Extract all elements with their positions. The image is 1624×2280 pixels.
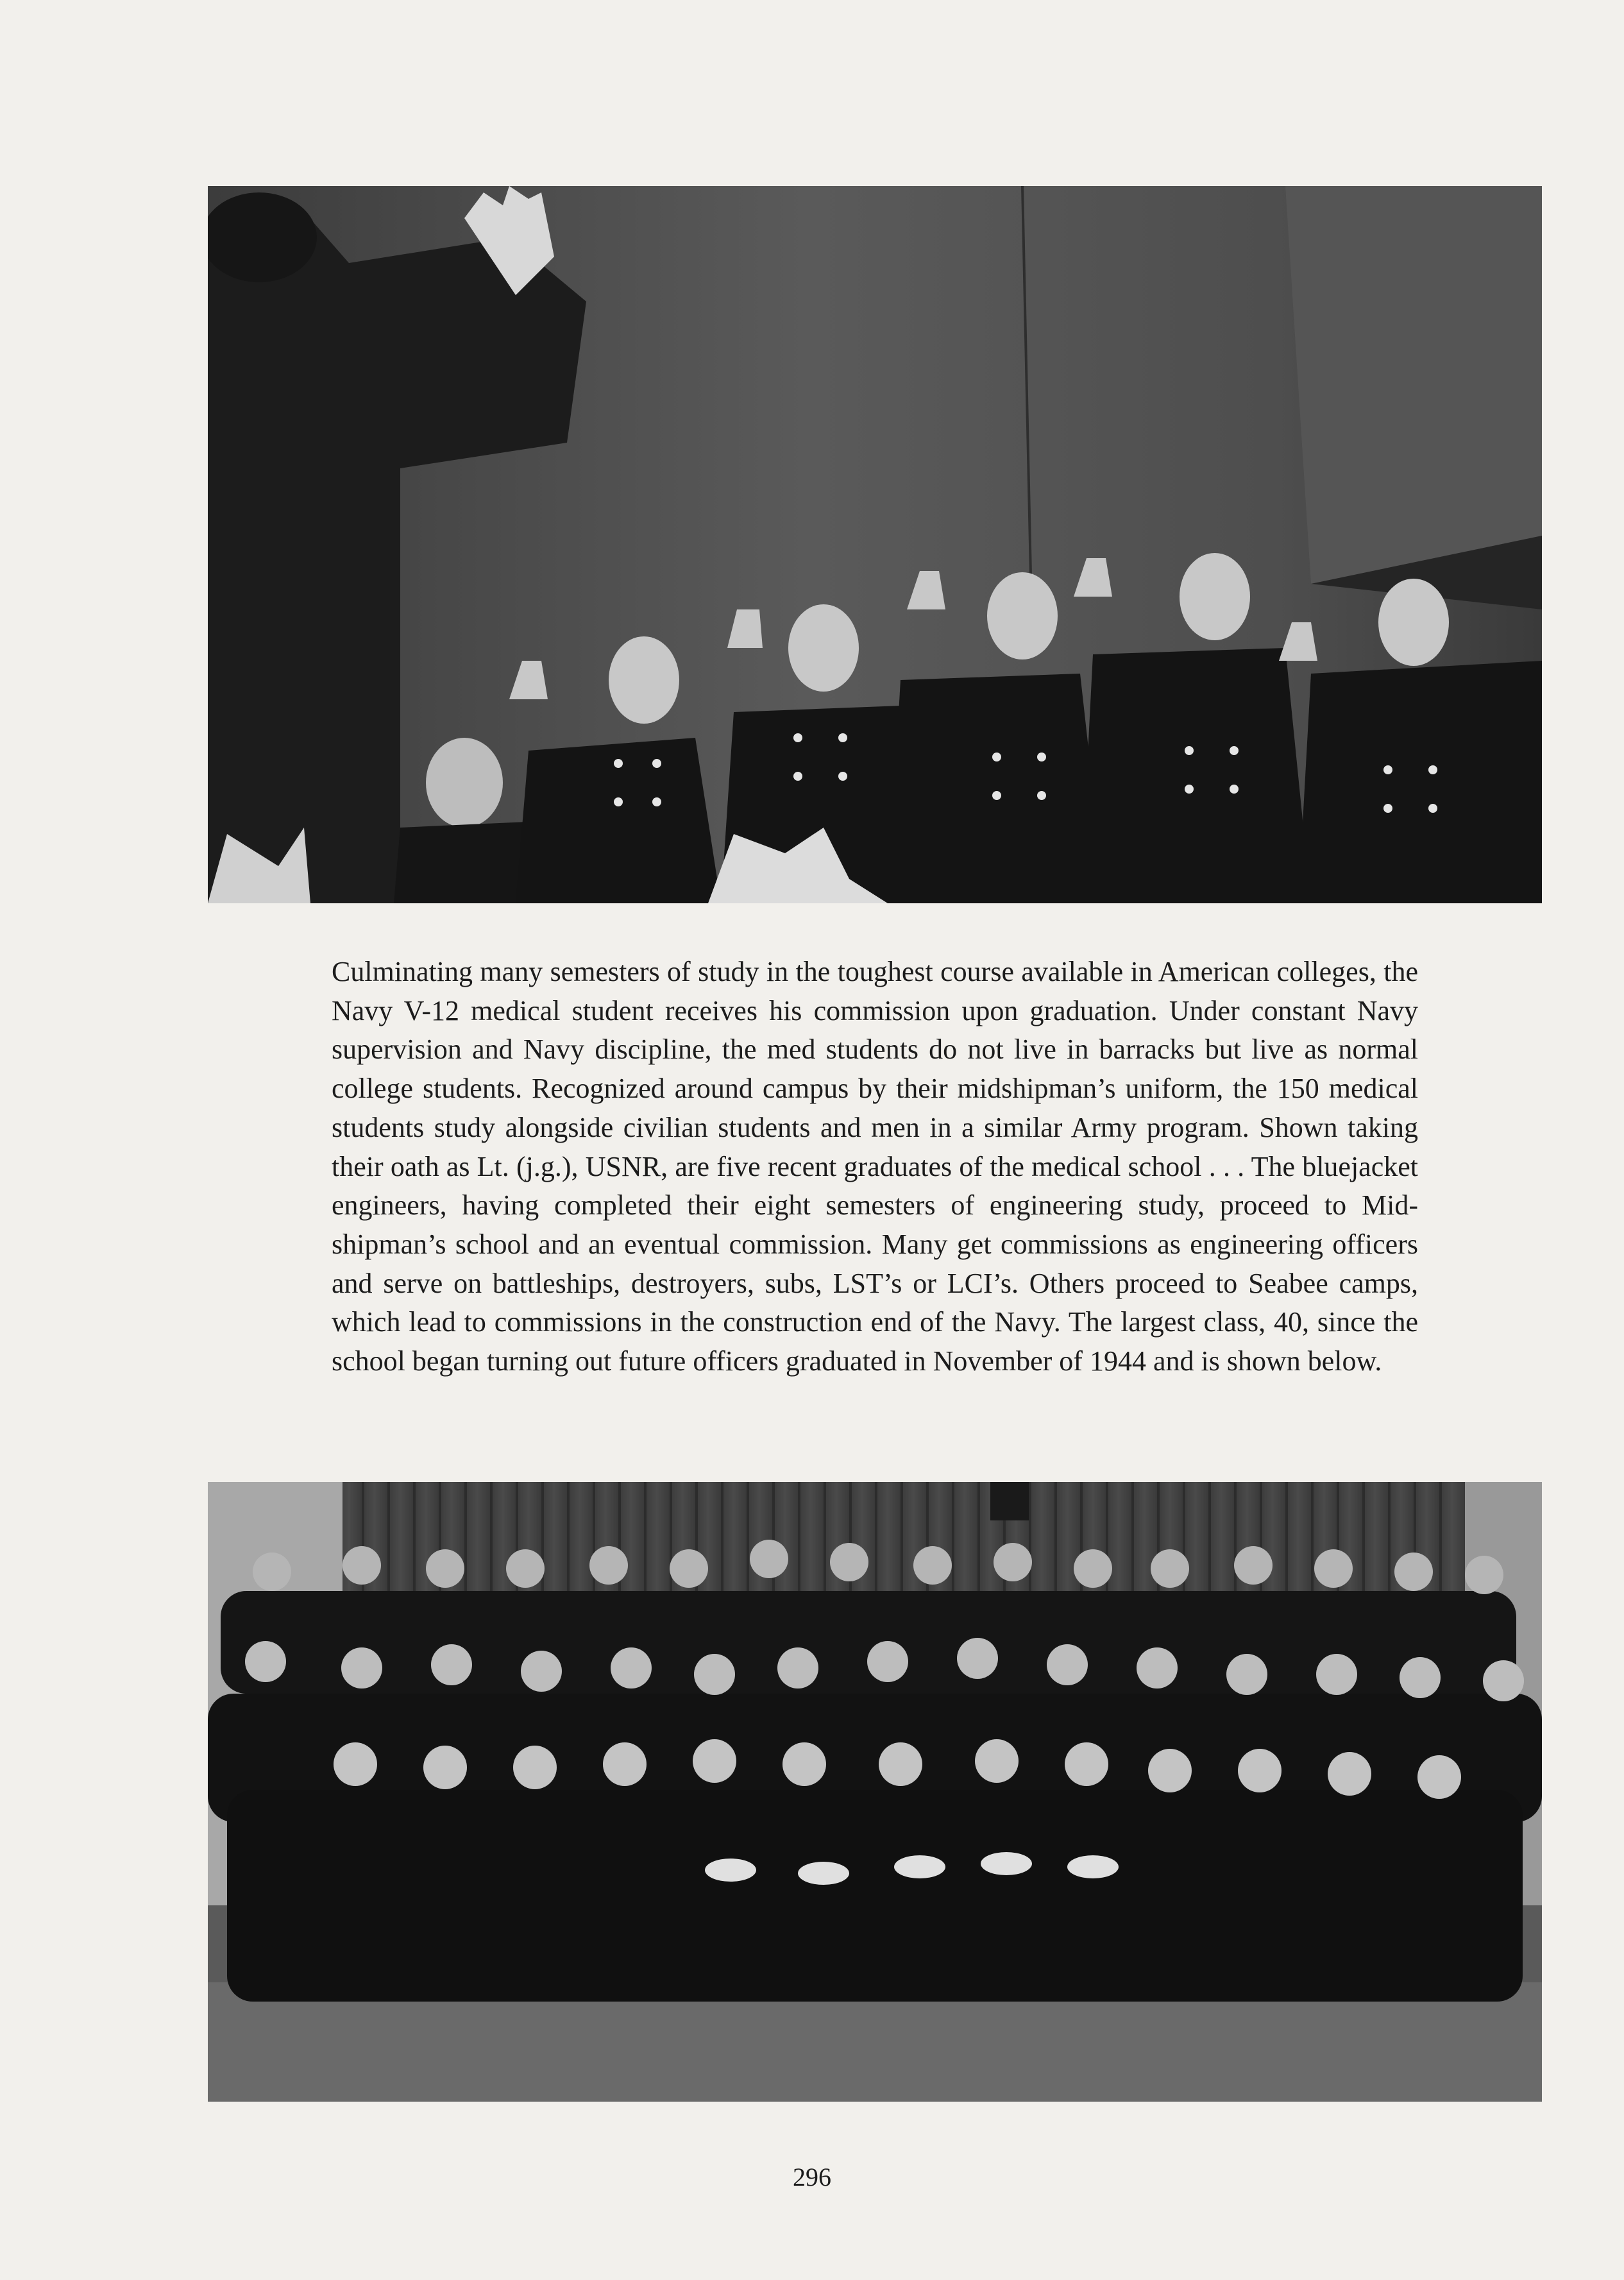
class-group-image xyxy=(208,1482,1542,2102)
oath-ceremony-photo xyxy=(208,186,1542,903)
body-paragraph: Culminating many semesters of study in the toughest course available in American colleges, the Navy V-12 medical student receives his commission upon graduation. Under constant Navy supervision and Navy discipline, the med students do not live in barracks but live as normal college students. Recognized around campus by their midshipman’s uniform, the 150 medical students study alongside civilian students and men in a similar Army program. Shown taking their oath as Lt. (j.g.), USNR, are five recent graduates of the medical school . . . The bluejacket engineers, having completed their eight semesters of engineering study, proceed to Mid-shipman’s school and an eventual commission. Many get commissions as engineering officers and serve on battleships, destroyers, subs, LST’s or LCI’s. Others proceed to Seabee camps, which lead to commissions in the construction end of the Navy. The largest class, 40, since the school began turning out future officers graduated in November of 1944 and is shown below. xyxy=(332,956,1418,1377)
class-group-photo xyxy=(208,1482,1542,2102)
oath-ceremony-image xyxy=(208,186,1542,903)
page-number: 296 xyxy=(793,2163,831,2191)
